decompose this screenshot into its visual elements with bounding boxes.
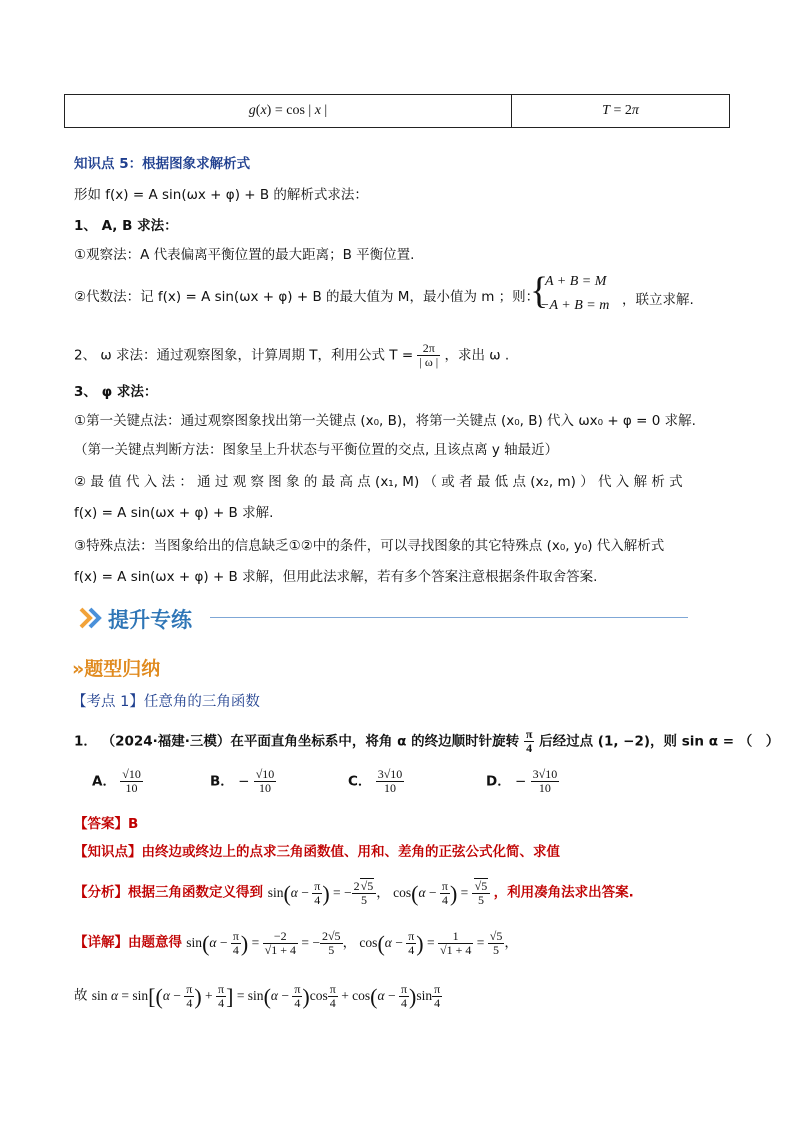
system-eq-2: −A + B = m	[540, 298, 610, 313]
system-eq-1: A + B = M	[545, 274, 607, 289]
option-b-fraction	[254, 768, 277, 795]
option-b-num: √10	[255, 767, 275, 781]
subsection-title: »题型归纳	[72, 658, 161, 680]
kp5-s3-a-note: （第一关键点判断方法：图象呈上升状态与平衡位置的交点, 且该点离 y 轴最近）	[74, 442, 559, 458]
q1-frac-num: π	[525, 727, 533, 741]
kp5-s3-b1: ② 最 值 代 入 法 ： 通 过 观 察 图 象 的 最 高 点 (x₁, M) （ 或 者 最 低 点 (x₂, m) ） 代 入 解 析 式	[74, 474, 683, 490]
answer-line: 【答案】B	[74, 816, 139, 832]
period-fraction-num: 2π	[417, 342, 440, 356]
section-title: 提升专练	[108, 608, 192, 632]
option-c-den: 10	[384, 781, 397, 795]
kp5-s1-b-text: ②代数法：记 f(x) = A sin(ωx + φ) + B 的最大值为 M，最小值为 m ；则：	[74, 289, 540, 305]
option-b-sign: −	[238, 773, 250, 790]
option-d[interactable]	[486, 768, 559, 795]
kp5-s3-c1: ③特殊点法：当图象给出的信息缺乏①②中的条件，可以寻找图象的其它特殊点 (x₀, y₀) 代入解析式	[74, 538, 665, 554]
kp5-s2	[74, 342, 509, 369]
detail-formula: sin(α − $\frac{\pi}{4}$ ) = $\frac{-2}{√1 + 4}$ = − $\frac{2√5}{5}$ ， cos(α − $\frac{\pi}{4}$ ) = $\frac{1}{√1 + 4}$ = $\frac{√5}{5}$ ，	[186, 929, 518, 957]
knowledge-line: 【知识点】由终边或终边上的点求三角函数值、用和、差角的正弦公式化简、求值	[74, 844, 560, 860]
option-a-den: 10	[125, 781, 138, 795]
formula-table	[64, 94, 730, 128]
kp5-s3-a: ①第一关键点法：通过观察图象找出第一关键点 (x₀, B)，将第一关键点 (x₀, B) 代入 ωx₀ + φ = 0 求解.	[74, 413, 696, 429]
option-a-fraction	[120, 768, 143, 795]
final-line	[74, 983, 442, 1010]
option-b[interactable]	[210, 768, 276, 795]
kp5-s2-pre: 2、 ω 求法：通过观察图象，计算周期 T，利用公式 T =	[74, 347, 414, 364]
brace-icon: {	[530, 270, 549, 312]
q1-stem-post: 后经过点 (1, −2)，则 sin α = （ ）	[539, 733, 780, 750]
option-b-label: B．	[210, 773, 234, 790]
option-d-sign: −	[515, 773, 527, 790]
option-d-num: 3√10	[532, 767, 558, 781]
option-c-num: 3√10	[377, 767, 403, 781]
period-fraction-den: | ω |	[419, 355, 439, 369]
kaodian-title: 【考点 1】任意角的三角函数	[72, 694, 260, 710]
option-a[interactable]	[92, 768, 143, 795]
final-formula: sin α = sin[(α − $\frac{\pi}{4}$ ) + $\frac{\pi}{4}$ ] = sin(α − $\frac{\pi}{4}$ )cos $\frac{\pi}{4}$ + cos(α − $\frac{\pi}{4}$ )sin $\frac{\pi}{4}$	[91, 982, 441, 1010]
analysis-post: ，利用凑角法求出答案.	[493, 884, 634, 901]
kp5-intro: 形如 f(x) = A sin(ωx + φ) + B 的解析式求法：	[74, 187, 368, 203]
option-a-num: √10	[122, 767, 141, 781]
kp5-s1-a: ①观察法：A 代表偏离平衡位置的最大距离；B 平衡位置.	[74, 247, 415, 263]
detail-pre: 【详解】由题意得	[74, 934, 182, 951]
q1-stem-pre: 1． （2024·福建·三模）在平面直角坐标系中，将角 α 的终边顺时针旋转	[74, 733, 520, 750]
q1-stem	[74, 728, 779, 755]
option-d-den: 10	[538, 781, 551, 795]
double-chevron-icon	[78, 606, 106, 630]
table-cell-function: g(x) = cos | x |	[65, 95, 512, 128]
option-c[interactable]	[348, 768, 404, 795]
table-cell-period: T = 2π	[512, 95, 730, 128]
option-d-fraction	[531, 768, 560, 795]
kp5-s1-head: 1、 A, B 求法：	[74, 218, 178, 234]
kp5-s1-b-tail: ，联立求解.	[622, 292, 694, 308]
section-divider	[210, 617, 688, 618]
q1-frac-den: 4	[526, 741, 533, 755]
analysis-pre: 【分析】根据三角函数定义得到	[74, 884, 263, 901]
kp5-s1-b	[74, 288, 539, 306]
kp5-s2-tail: ，求出 ω .	[444, 347, 510, 364]
analysis-line	[74, 880, 634, 907]
analysis-formula: sin(α − $\frac{\pi}{4}$ ) = − $\frac{2√5}{5}$ ， cos(α − $\frac{\pi}{4}$ ) = $\frac{√5}{5}$	[268, 885, 494, 900]
detail-line	[74, 930, 518, 957]
kp5-s3-head: 3、 φ 求法：	[74, 384, 158, 400]
option-b-den: 10	[259, 781, 271, 795]
kp5-title: 知识点 5：根据图象求解析式	[74, 156, 251, 172]
option-a-label: A．	[92, 773, 116, 790]
option-c-fraction	[376, 768, 405, 795]
option-d-label: D．	[486, 773, 511, 790]
period-fraction	[417, 342, 440, 369]
q1-stem-fraction	[524, 728, 535, 755]
kp5-s3-b2: f(x) = A sin(ωx + φ) + B 求解.	[74, 505, 274, 521]
final-pre: 故	[74, 987, 88, 1004]
option-c-label: C．	[348, 773, 372, 790]
kp5-s3-c2: f(x) = A sin(ωx + φ) + B 求解，但用此法求解，若有多个答案注意根据条件取舍答案.	[74, 569, 598, 585]
